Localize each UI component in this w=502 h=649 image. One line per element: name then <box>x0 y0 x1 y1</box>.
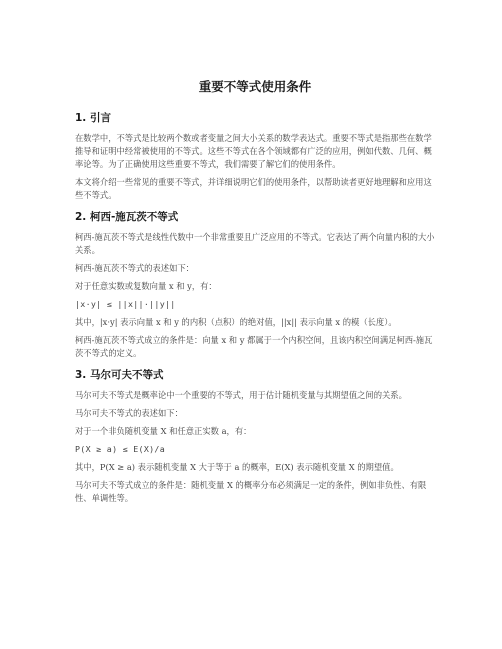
paragraph: 柯西-施瓦茨不等式的表述如下： <box>75 263 194 273</box>
paragraph: 在数学中，不等式是比较两个数或者变量之间大小关系的数学表达式。重要不等式是指那些在数学推导和证明中经常被使用的不等式。这些不等式在各个领域都有广泛的应用，例如代数、几何、概率论等。为了正确使用这些重要不等式，我们需要了解它们的使用条件。 <box>75 133 432 169</box>
paragraph: 本文将介绍一些常见的重要不等式，并详细说明它们的使用条件，以帮助读者更好地理解和应用这些不等式。 <box>75 177 432 200</box>
formula: |x·y| ≤ ||x||·||y|| <box>75 299 176 309</box>
paragraph: 其中，P(X ≥ a) 表示随机变量 X 大于等于 a 的概率，E(X) 表示随机变量 X 的期望值。 <box>75 462 399 472</box>
paragraph: 马尔可夫不等式成立的条件是：随机变量 X 的概率分布必须满足一定的条件，例如非负性、有限性、单调性等。 <box>75 480 427 503</box>
paragraph: 柯西-施瓦茨不等式成立的条件是：向量 x 和 y 都属于一个内积空间，且该内积空间满足柯西-施瓦茨不等式的定义。 <box>75 335 433 358</box>
document-body <box>75 78 435 510</box>
document-title: 重要不等式使用条件 <box>198 79 312 94</box>
paragraph: 马尔可夫不等式的表述如下： <box>75 408 183 418</box>
paragraph: 柯西-施瓦茨不等式是线性代数中一个非常重要且广泛应用的不等式。它表达了两个向量内积的大小关系。 <box>75 232 435 255</box>
paragraph: 其中，|x·y| 表示向量 x 和 y 的内积（点积）的绝对值，||x|| 表示向量 x 的模（长度）。 <box>75 317 397 327</box>
section-heading: 1. 引言 <box>75 112 111 124</box>
section-heading: 3. 马尔可夫不等式 <box>75 369 164 381</box>
section-markov <box>75 368 435 505</box>
paragraph: 对于一个非负随机变量 X 和任意正实数 a，有： <box>75 426 252 436</box>
paragraph: 马尔可夫不等式是概率论中一个重要的不等式，用于估计随机变量与其期望值之间的关系。 <box>75 390 407 400</box>
section-heading: 2. 柯西-施瓦茨不等式 <box>75 211 179 223</box>
formula: P(X ≥ a) ≤ E(X)/a <box>75 444 166 454</box>
paragraph: 对于任意实数或复数向量 x 和 y，有： <box>75 281 217 291</box>
section-introduction <box>75 111 435 202</box>
section-cauchy-schwarz <box>75 210 435 360</box>
